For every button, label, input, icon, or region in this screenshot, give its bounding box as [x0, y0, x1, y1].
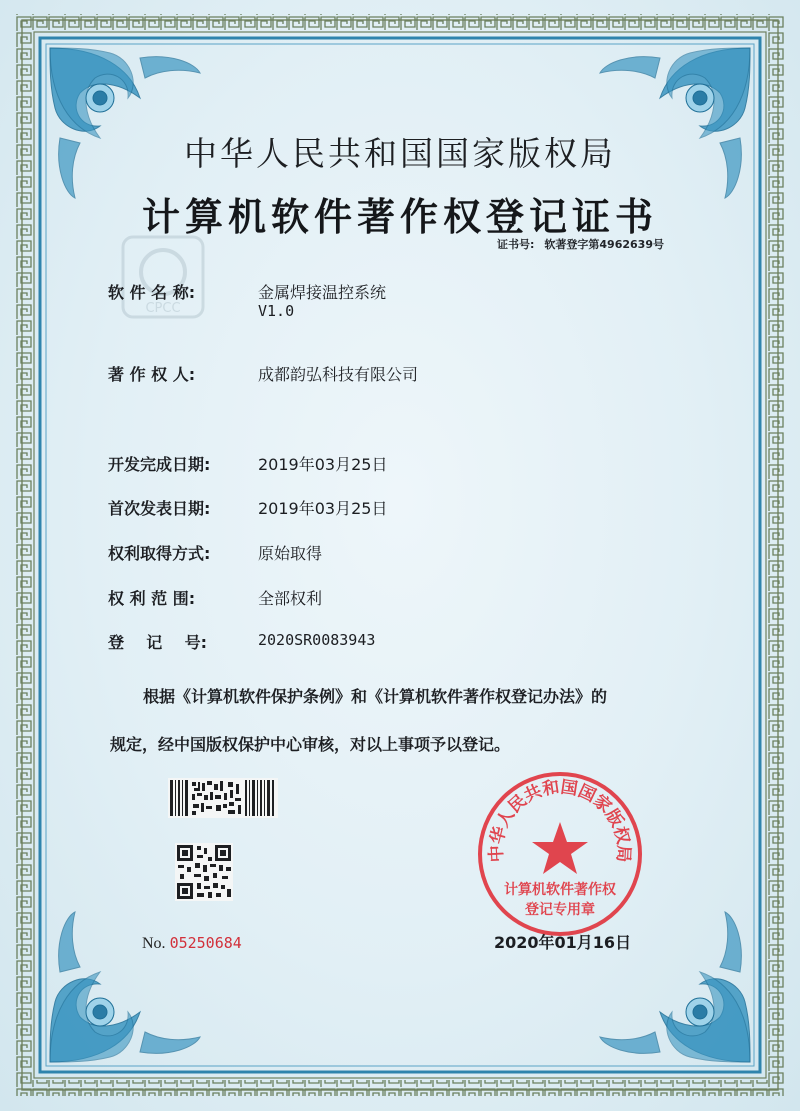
publication-date-value: 2019年03月25日 — [258, 499, 388, 518]
issue-date: 2020年01月16日 — [494, 933, 632, 952]
seal-line-2: 登记专用章 — [525, 902, 595, 918]
corner-ornament-top-left — [40, 38, 210, 208]
seal-ring-text: 中华人民共和国国家版权局 — [486, 777, 634, 863]
certificate-number-value: 软著登字第4962639号 — [544, 238, 664, 251]
software-version-value: V1.0 — [258, 302, 295, 320]
cpcc-watermark-icon — [118, 232, 208, 322]
svg-text:CPCC: CPCC — [145, 301, 181, 316]
statement-line-2: 规定，经中国版权保护中心审核，对以上事项予以登记。 — [110, 735, 511, 754]
corner-ornament-bottom-left — [40, 902, 210, 1072]
development-date-label: 开发完成日期: — [108, 455, 211, 474]
certificate-title: 计算机软件著作权登记证书 — [141, 195, 658, 239]
certificate-number-label: 证书号: — [497, 238, 535, 251]
statement-line-1: 根据《计算机软件保护条例》和《计算机软件著作权登记办法》的 — [143, 687, 608, 706]
rights-scope-value: 全部权利 — [258, 589, 323, 608]
issuer-heading: 中华人民共和国国家版权局 — [184, 134, 616, 173]
seal-star-icon — [532, 822, 588, 874]
software-name-label: 软 件 名 称: — [108, 283, 196, 302]
acquisition-method-value: 原始取得 — [258, 544, 323, 563]
corner-ornament-top-right — [590, 38, 760, 208]
rights-scope-label: 权 利 范 围: — [108, 589, 196, 608]
registration-number-value: 2020SR0083943 — [258, 631, 376, 649]
copyright-owner-value: 成都韵弘科技有限公司 — [258, 365, 419, 384]
qr-code-image — [175, 843, 233, 901]
serial-number-value: 05250684 — [169, 934, 242, 952]
acquisition-method-label: 权利取得方式: — [108, 544, 211, 563]
copyright-owner-label: 著 作 权 人: — [108, 365, 196, 384]
certificate-number — [497, 236, 674, 252]
official-seal — [474, 768, 646, 940]
serial-number-prefix: No. — [142, 935, 166, 952]
software-name-value: 金属焊接温控系统 — [258, 283, 387, 302]
publication-date-label: 首次发表日期: — [108, 499, 211, 518]
barcode-image — [168, 778, 278, 818]
development-date-value: 2019年03月25日 — [258, 455, 388, 474]
seal-line-1: 计算机软件著作权 — [504, 882, 616, 898]
registration-number-label: 登 记 号: — [108, 633, 207, 652]
serial-number — [142, 934, 242, 953]
